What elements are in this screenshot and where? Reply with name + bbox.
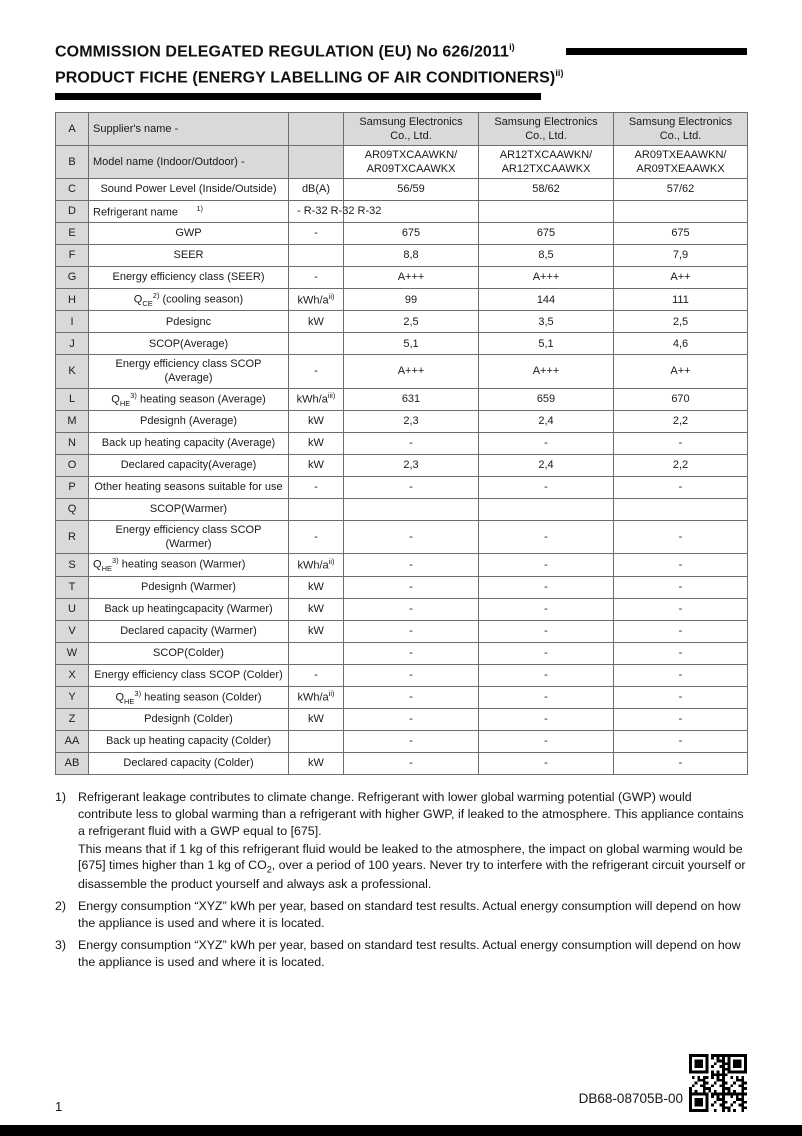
row-W-value-2: - — [479, 642, 614, 664]
row-label-G: Energy efficiency class (SEER) — [89, 266, 289, 288]
row-label-A: Supplier's name - — [89, 112, 289, 145]
row-N-value-2: - — [479, 433, 614, 455]
row-V-value-2: - — [479, 620, 614, 642]
footnote-paragraph: Energy consumption “XYZ” kWh per year, based on standard test results. Actual energy consumption will depend on how the appliance is used and where it is located. — [78, 899, 741, 930]
page-number: 1 — [55, 1099, 63, 1114]
row-W-value-1: - — [344, 642, 479, 664]
row-unit-AB: kW — [289, 753, 344, 775]
table-row-B — [56, 145, 748, 178]
row-G-value-1: A+++ — [344, 266, 479, 288]
row-AA-value-1: - — [344, 731, 479, 753]
row-letter-O: O — [56, 455, 89, 477]
regulation-title: COMMISSION DELEGATED REGULATION (EU) No 626/2011$^{i)}$ — [55, 42, 515, 61]
row-label-AB: Declared capacity (Colder) — [89, 753, 289, 775]
table-row-O — [56, 455, 748, 477]
qr-code — [689, 1054, 747, 1112]
row-letter-P: P — [56, 477, 89, 499]
row-letter-R: R — [56, 521, 89, 554]
row-L-value-1: 631 — [344, 388, 479, 410]
row-label-S: $Q_{HE}^{3)}$ heating season (Warmer) — [89, 554, 289, 576]
row-label-K: Energy efficiency class SCOP (Average) — [89, 355, 289, 388]
row-label-D: Refrigerant name $^{1)}$ — [89, 200, 289, 222]
row-R-value-3: - — [614, 521, 748, 554]
table-row-A — [56, 112, 748, 145]
row-label-P: Other heating seasons suitable for use — [89, 477, 289, 499]
row-P-value-1: - — [344, 477, 479, 499]
row-letter-A: A — [56, 112, 89, 145]
row-unit-AA — [289, 731, 344, 753]
document-code: DB68-08705B-00 — [578, 1091, 683, 1106]
row-unit-A — [289, 112, 344, 145]
row-Y-value-3: - — [614, 686, 748, 708]
header-black-bar — [566, 48, 747, 55]
row-J-value-3: 4,6 — [614, 333, 748, 355]
row-unit-D — [289, 200, 382, 222]
row-K-value-2: A+++ — [479, 355, 614, 388]
row-letter-G: G — [56, 266, 89, 288]
row-letter-E: E — [56, 222, 89, 244]
row-B-value-3: AR09TXEAAWKN/ AR09TXEAAWKX — [614, 145, 748, 178]
product-fiche-table — [55, 112, 748, 775]
row-letter-Z: Z — [56, 709, 89, 731]
row-U-value-1: - — [344, 598, 479, 620]
row-Q-value-3 — [614, 499, 748, 521]
row-J-value-2: 5,1 — [479, 333, 614, 355]
table-row-J — [56, 333, 748, 355]
row-label-M: Pdesignh (Average) — [89, 411, 289, 433]
row-K-value-3: A++ — [614, 355, 748, 388]
footnote-text — [78, 937, 747, 972]
row-O-value-1: 2,3 — [344, 455, 479, 477]
row-Z-value-1: - — [344, 709, 479, 731]
row-U-value-3: - — [614, 598, 748, 620]
row-Q-value-2 — [479, 499, 614, 521]
row-unit-P: - — [289, 477, 344, 499]
table-row-M — [56, 411, 748, 433]
row-A-value-1: Samsung Electronics Co., Ltd. — [344, 112, 479, 145]
row-unit-C: dB(A) — [289, 178, 344, 200]
row-AB-value-1: - — [344, 753, 479, 775]
row-letter-W: W — [56, 642, 89, 664]
row-A-value-3: Samsung Electronics Co., Ltd. — [614, 112, 748, 145]
row-B-value-1: AR09TXCAAWKN/ AR09TXCAAWKX — [344, 145, 479, 178]
row-T-value-3: - — [614, 576, 748, 598]
table-row-AB — [56, 753, 748, 775]
fiche-title: PRODUCT FICHE (ENERGY LABELLING OF AIR CONDITIONERS)$^{ii)}$ — [55, 68, 564, 87]
row-letter-V: V — [56, 620, 89, 642]
row-label-E: GWP — [89, 222, 289, 244]
row-label-X: Energy efficiency class SCOP (Colder) — [89, 664, 289, 686]
row-P-value-3: - — [614, 477, 748, 499]
row-Z-value-3: - — [614, 709, 748, 731]
row-AA-value-2: - — [479, 731, 614, 753]
row-O-value-2: 2,4 — [479, 455, 614, 477]
footnote-number: 2) — [55, 899, 67, 914]
title-underline-bar — [55, 93, 541, 100]
row-label-R: Energy efficiency class SCOP (Warmer) — [89, 521, 289, 554]
table-row-G — [56, 266, 748, 288]
row-unit-B — [289, 145, 344, 178]
row-label-AA: Back up heating capacity (Colder) — [89, 731, 289, 753]
row-X-value-1: - — [344, 664, 479, 686]
footnote-1 — [55, 789, 747, 894]
row-unit-F — [289, 244, 344, 266]
row-unit-J — [289, 333, 344, 355]
row-Z-value-2: - — [479, 709, 614, 731]
row-F-value-3: 7,9 — [614, 244, 748, 266]
table-row-U — [56, 598, 748, 620]
table-row-W — [56, 642, 748, 664]
row-P-value-2: - — [479, 477, 614, 499]
table-row-K — [56, 355, 748, 388]
row-J-value-1: 5,1 — [344, 333, 479, 355]
row-L-value-3: 670 — [614, 388, 748, 410]
row-A-value-2: Samsung Electronics Co., Ltd. — [479, 112, 614, 145]
row-R-value-2: - — [479, 521, 614, 554]
overflow-unit-text: - R-32 R-32 R-32 — [297, 205, 382, 218]
row-C-value-3: 57/62 — [614, 178, 748, 200]
row-letter-H: H — [56, 288, 89, 310]
row-letter-L: L — [56, 388, 89, 410]
row-label-O: Declared capacity(Average) — [89, 455, 289, 477]
row-label-W: SCOP(Colder) — [89, 642, 289, 664]
row-label-I: Pdesignc — [89, 311, 289, 333]
row-I-value-3: 2,5 — [614, 311, 748, 333]
row-label-F: SEER — [89, 244, 289, 266]
row-E-value-1: 675 — [344, 222, 479, 244]
table-row-L — [56, 388, 748, 410]
table-row-Q — [56, 499, 748, 521]
row-unit-L: kWh/$a^{iii)}$ — [289, 388, 344, 410]
row-unit-E: - — [289, 222, 344, 244]
row-unit-H: kWh/$a^{ii)}$ — [289, 288, 344, 310]
row-label-U: Back up heatingcapacity (Warmer) — [89, 598, 289, 620]
row-unit-U: kW — [289, 598, 344, 620]
row-N-value-3: - — [614, 433, 748, 455]
row-unit-R: - — [289, 521, 344, 554]
row-H-value-1: 99 — [344, 288, 479, 310]
row-letter-F: F — [56, 244, 89, 266]
table-row-I — [56, 311, 748, 333]
footnote-number: 1) — [55, 790, 67, 805]
row-label-C: Sound Power Level (Inside/Outside) — [89, 178, 289, 200]
row-unit-W — [289, 642, 344, 664]
row-label-H: $Q_{CE}^{2)}$ (cooling season) — [89, 288, 289, 310]
row-T-value-2: - — [479, 576, 614, 598]
row-label-L: $Q_{HE}^{3)}$ heating season (Average) — [89, 388, 289, 410]
row-label-Q: SCOP(Warmer) — [89, 499, 289, 521]
row-letter-Y: Y — [56, 686, 89, 708]
row-H-value-2: 144 — [479, 288, 614, 310]
row-letter-X: X — [56, 664, 89, 686]
footnote-text — [78, 898, 747, 933]
footnote-number: 3) — [55, 937, 67, 952]
row-unit-X: - — [289, 664, 344, 686]
row-unit-M: kW — [289, 411, 344, 433]
row-G-value-3: A++ — [614, 266, 748, 288]
table-row-Y — [56, 686, 748, 708]
row-M-value-3: 2,2 — [614, 411, 748, 433]
footnote-text — [78, 789, 747, 894]
row-D-value-3 — [614, 200, 748, 222]
table-row-T — [56, 576, 748, 598]
row-unit-Y: kWh/$a^{ii)}$ — [289, 686, 344, 708]
row-letter-J: J — [56, 333, 89, 355]
row-letter-S: S — [56, 554, 89, 576]
row-F-value-1: 8,8 — [344, 244, 479, 266]
document-header — [55, 42, 747, 100]
row-X-value-3: - — [614, 664, 748, 686]
table-row-C — [56, 178, 748, 200]
footer-bar — [0, 1125, 802, 1136]
row-AB-value-3: - — [614, 753, 748, 775]
row-I-value-2: 3,5 — [479, 311, 614, 333]
row-W-value-3: - — [614, 642, 748, 664]
row-letter-K: K — [56, 355, 89, 388]
row-E-value-3: 675 — [614, 222, 748, 244]
row-label-V: Declared capacity (Warmer) — [89, 620, 289, 642]
footnote-3 — [55, 937, 747, 972]
row-O-value-3: 2,2 — [614, 455, 748, 477]
table-row-AA — [56, 731, 748, 753]
row-label-B: Model name (Indoor/Outdoor) - — [89, 145, 289, 178]
row-S-value-1: - — [344, 554, 479, 576]
row-unit-Z: kW — [289, 709, 344, 731]
table-row-P — [56, 477, 748, 499]
row-label-J: SCOP(Average) — [89, 333, 289, 355]
row-X-value-2: - — [479, 664, 614, 686]
row-unit-Q — [289, 499, 344, 521]
row-L-value-2: 659 — [479, 388, 614, 410]
footnotes — [55, 789, 747, 971]
row-unit-N: kW — [289, 433, 344, 455]
footnote-paragraph: Refrigerant leakage contributes to climate change. Refrigerant with lower global warming potential (GWP) would contribute less to global warming than a refrigerant with higher GWP, if leaked to the atmosphere. This appliance contains a refrigerant fluid with a GWP equal to [675]. — [78, 790, 744, 838]
row-B-value-2: AR12TXCAAWKN/ AR12TXCAAWKX — [479, 145, 614, 178]
row-Y-value-1: - — [344, 686, 479, 708]
table-row-D — [56, 200, 748, 222]
table-row-V — [56, 620, 748, 642]
row-AA-value-3: - — [614, 731, 748, 753]
table-row-N — [56, 433, 748, 455]
row-F-value-2: 8,5 — [479, 244, 614, 266]
row-V-value-3: - — [614, 620, 748, 642]
row-H-value-3: 111 — [614, 288, 748, 310]
row-letter-AB: AB — [56, 753, 89, 775]
row-unit-O: kW — [289, 455, 344, 477]
row-unit-K: - — [289, 355, 344, 388]
row-M-value-2: 2,4 — [479, 411, 614, 433]
footnote-paragraph: Energy consumption “XYZ” kWh per year, based on standard test results. Actual energy consumption will depend on how the appliance is used and where it is located. — [78, 937, 741, 969]
row-V-value-1: - — [344, 620, 479, 642]
row-N-value-1: - — [344, 433, 479, 455]
row-C-value-2: 58/62 — [479, 178, 614, 200]
row-D-value-2 — [479, 200, 614, 222]
table-row-E — [56, 222, 748, 244]
row-label-N: Back up heating capacity (Average) — [89, 433, 289, 455]
footnote-2 — [55, 898, 747, 933]
row-label-Y: $Q_{HE}^{3)}$ heating season (Colder) — [89, 686, 289, 708]
row-letter-I: I — [56, 311, 89, 333]
row-T-value-1: - — [344, 576, 479, 598]
footnote-paragraph: This means that if 1 kg of this refrigerant fluid would be leaked to the atmosphere, the impact on global warming would be [675] times higher than 1 kg of $CO_2$, over a period of 100 years. Never try to interfere with the refrigerant circuit yourself or disassemble the product yourself and always ask a professional. — [78, 841, 746, 892]
row-letter-AA: AA — [56, 731, 89, 753]
row-G-value-2: A+++ — [479, 266, 614, 288]
table-row-X — [56, 664, 748, 686]
row-Q-value-1 — [344, 499, 479, 521]
row-Y-value-2: - — [479, 686, 614, 708]
table-row-R — [56, 521, 748, 554]
title-row-1 — [55, 42, 747, 61]
row-letter-U: U — [56, 598, 89, 620]
row-AB-value-2: - — [479, 753, 614, 775]
product-fiche-table-body — [56, 112, 748, 774]
table-row-S — [56, 554, 748, 576]
row-letter-C: C — [56, 178, 89, 200]
table-row-F — [56, 244, 748, 266]
row-S-value-3: - — [614, 554, 748, 576]
row-I-value-1: 2,5 — [344, 311, 479, 333]
row-letter-D: D — [56, 200, 89, 222]
row-unit-I: kW — [289, 311, 344, 333]
row-U-value-2: - — [479, 598, 614, 620]
row-label-Z: Pdesignh (Colder) — [89, 709, 289, 731]
title-row-2 — [55, 68, 747, 99]
row-unit-S: kWh/$a^{ii)}$ — [289, 554, 344, 576]
row-letter-N: N — [56, 433, 89, 455]
row-unit-T: kW — [289, 576, 344, 598]
row-letter-T: T — [56, 576, 89, 598]
row-letter-M: M — [56, 411, 89, 433]
row-R-value-1: - — [344, 521, 479, 554]
row-letter-Q: Q — [56, 499, 89, 521]
table-row-Z — [56, 709, 748, 731]
row-K-value-1: A+++ — [344, 355, 479, 388]
row-S-value-2: - — [479, 554, 614, 576]
row-C-value-1: 56/59 — [344, 178, 479, 200]
row-letter-B: B — [56, 145, 89, 178]
row-unit-G: - — [289, 266, 344, 288]
row-E-value-2: 675 — [479, 222, 614, 244]
row-label-T: Pdesignh (Warmer) — [89, 576, 289, 598]
table-row-H — [56, 288, 748, 310]
row-unit-V: kW — [289, 620, 344, 642]
row-M-value-1: 2,3 — [344, 411, 479, 433]
